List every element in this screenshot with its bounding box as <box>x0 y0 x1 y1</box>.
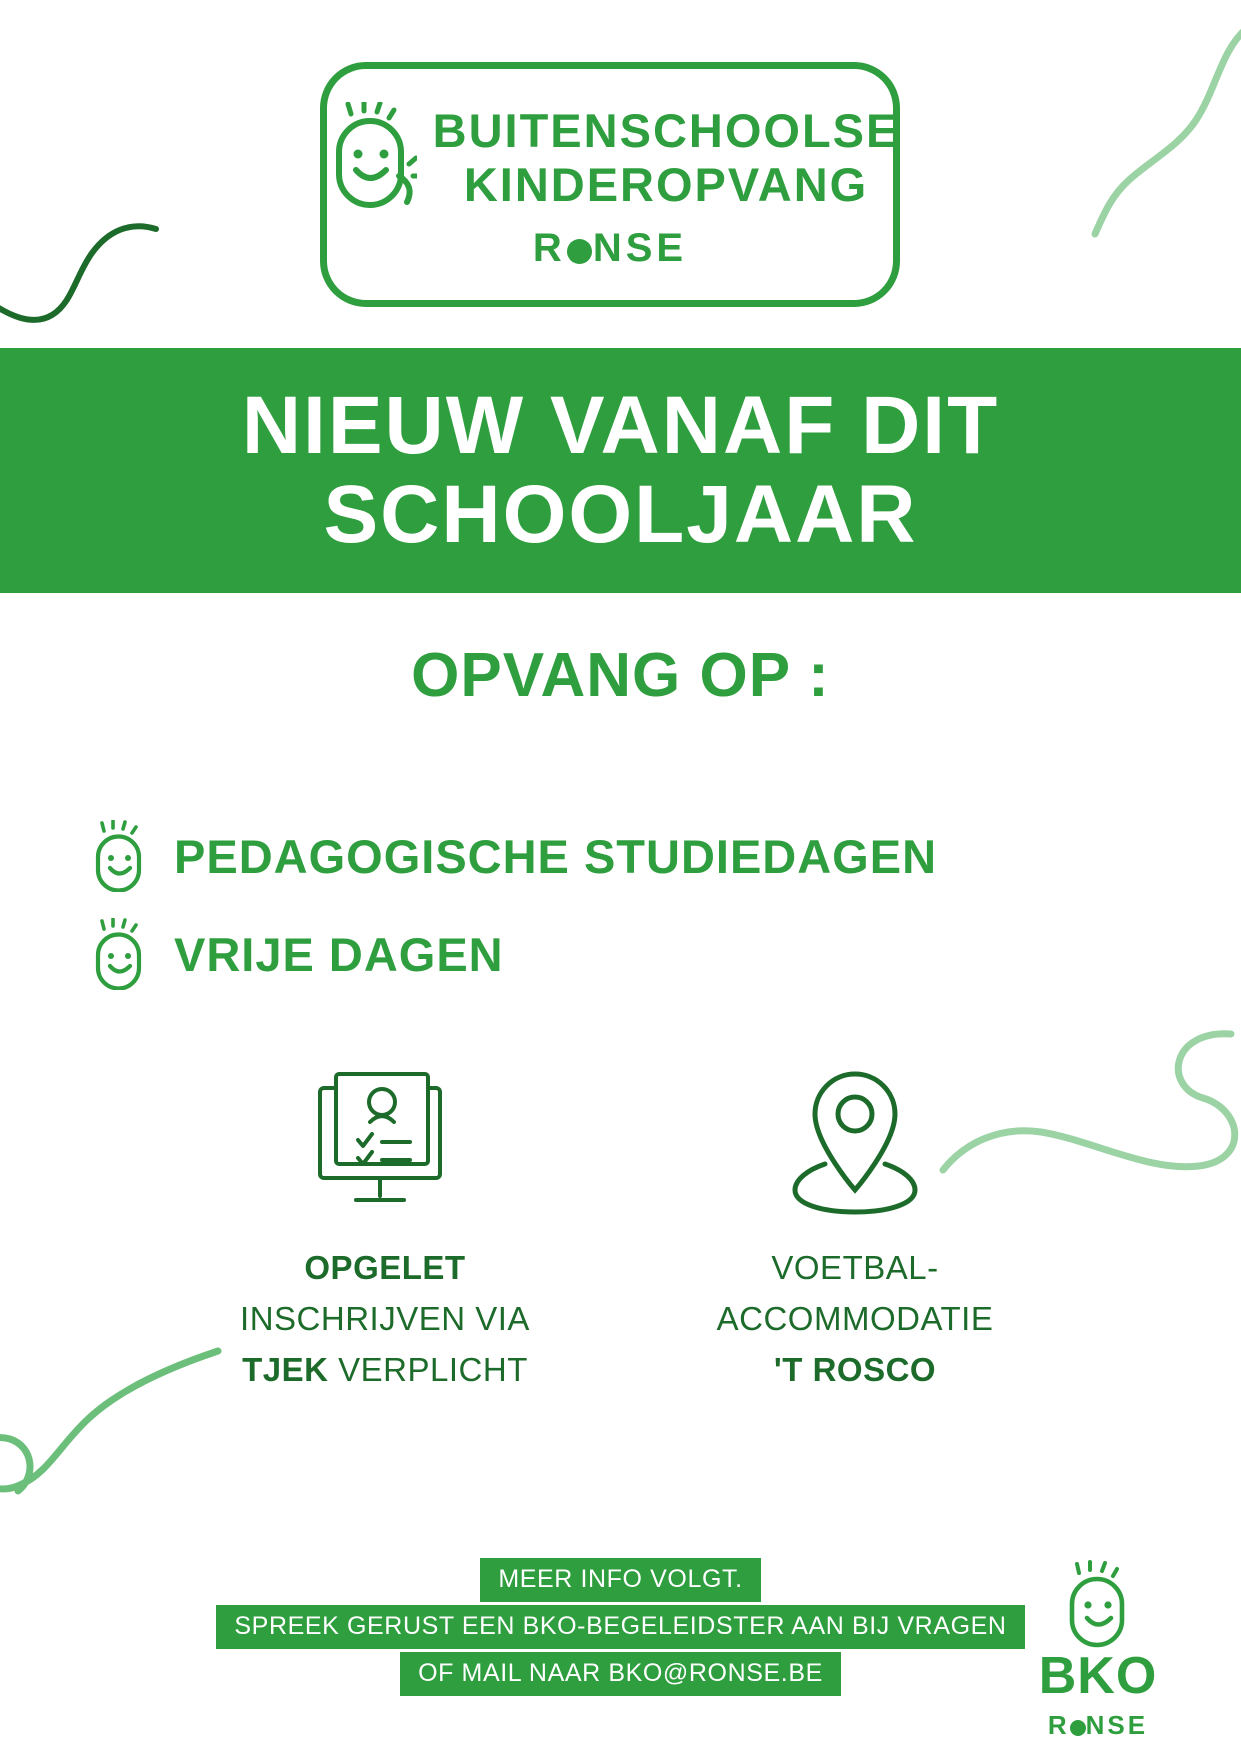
bko-abbr: BKO <box>1038 1647 1158 1705</box>
logo-card <box>320 62 900 307</box>
feature-caption <box>717 1242 994 1395</box>
subtitle: OPVANG OP : <box>411 641 830 710</box>
list-item <box>88 820 1088 892</box>
bullet-label: VRIJE DAGEN <box>174 927 504 981</box>
feature-registration <box>175 1060 595 1395</box>
footer-line-1: MEER INFO VOLGT. <box>480 1558 760 1602</box>
logo-line-2: KINDEROPVANG <box>463 157 869 211</box>
feature-columns <box>150 1060 1090 1395</box>
feature-line-3 <box>717 1344 994 1395</box>
feature-line-2: ACCOMMODATIE <box>716 1300 994 1338</box>
smiley-face-icon <box>1059 1560 1137 1650</box>
smiley-face-icon <box>321 102 417 212</box>
list-item <box>88 918 1088 990</box>
bullet-label: PEDAGOGISCHE STUDIEDAGEN <box>174 829 938 883</box>
bko-org-name: R NSE <box>1047 1710 1149 1740</box>
bko-o-dot <box>1070 1720 1086 1736</box>
decorative-squiggle-top-left <box>0 215 160 345</box>
feature-line-2: INSCHRIJVEN VIA <box>240 1300 530 1338</box>
decorative-squiggle-top-right <box>1011 20 1241 250</box>
feature-line-1: OPGELET <box>304 1249 466 1286</box>
logo-line-1: BUITENSCHOOLSE <box>432 103 900 157</box>
headline-banner <box>0 348 1241 593</box>
smiley-face-icon <box>88 918 150 990</box>
footer-line-3: OF MAIL NAAR BKO@RONSE.BE <box>400 1652 841 1696</box>
feature-line-1: VOETBAL- <box>771 1249 939 1286</box>
feature-line-3 <box>240 1344 530 1395</box>
headline-line-2: SCHOOLJAAR <box>323 468 918 560</box>
feature-caption <box>240 1242 530 1395</box>
smiley-face-icon <box>88 820 150 892</box>
feature-location <box>645 1060 1065 1395</box>
feature-line-3-rest: VERPLICHT <box>328 1351 528 1389</box>
headline-line-1: NIEUW VANAF DIT <box>241 379 1000 471</box>
feature-line-3-strong: TJEK <box>242 1351 329 1389</box>
bko-badge <box>1013 1560 1183 1741</box>
footer-line-2: SPREEK GERUST EEN BKO-BEGELEIDSTER AAN BIJ VRAGEN <box>216 1605 1024 1649</box>
feature-line-3-strong: 'T ROSCO <box>773 1351 937 1389</box>
online-registration-icon <box>298 1060 473 1220</box>
logo-org-name: R NSE <box>532 226 688 270</box>
bullet-list <box>88 820 1088 1016</box>
logo-o-dot <box>567 239 592 264</box>
map-pin-icon <box>780 1060 930 1220</box>
